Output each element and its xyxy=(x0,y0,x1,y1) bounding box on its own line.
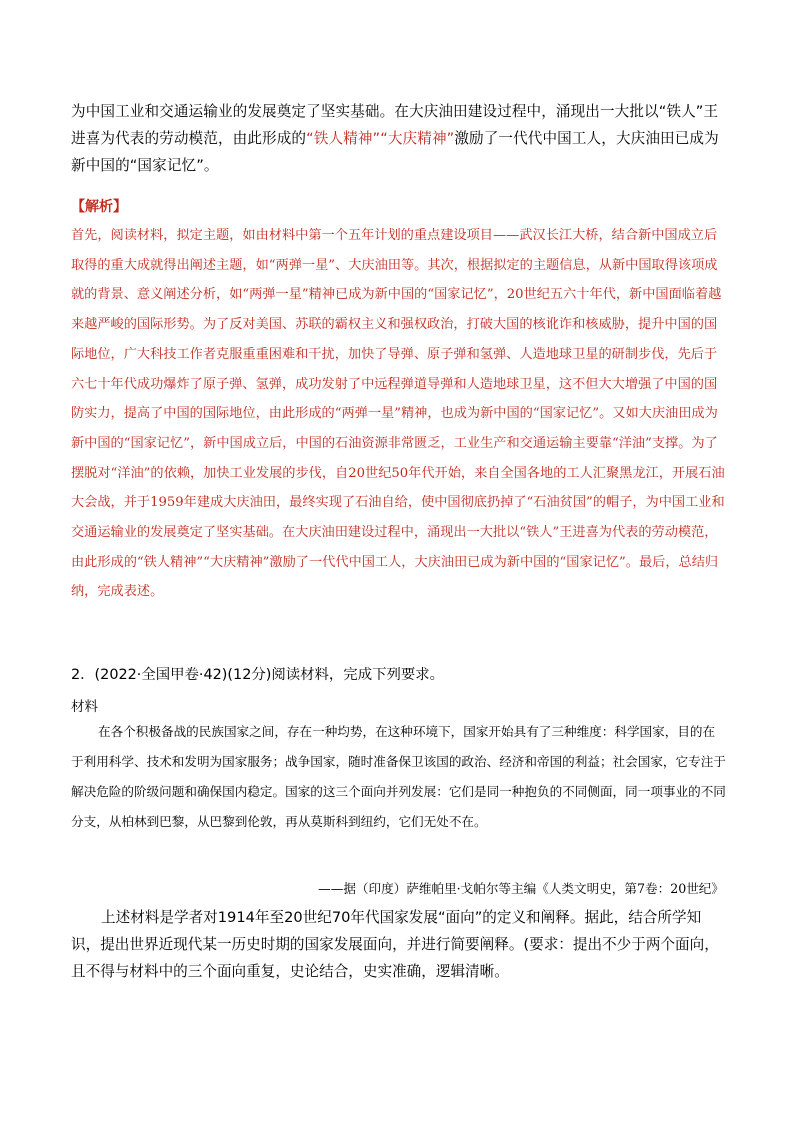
intro-text-1: 为中国工业和交通运输业的发展奠定了坚实基础。在大庆油田建设过程中，涌现出一大批以“铁人”王进喜为代表的劳动模范，由此形成的 xyxy=(71,103,719,148)
intro-text-2: 激励了一代代中国工人，大庆油田已成为新中国的“国家记忆”。 xyxy=(71,130,719,175)
material-source: ——据（印度）萨维帕里·戈帕尔等主编《人类文明史，第7卷：20世纪》 xyxy=(318,881,724,896)
intro-paragraph xyxy=(71,98,727,180)
intro-red-phrase: “铁人精神”“大庆精神” xyxy=(306,130,455,148)
question-title: 2．(2022·全国甲卷·42)(12分)阅读材料，完成下列要求。 xyxy=(71,667,445,683)
material-label: 材料 xyxy=(71,699,98,715)
analysis-heading: 【解析】 xyxy=(71,199,127,215)
question-task: 上述材料是学者对1914年至20世纪70年代国家发展“面向”的定义和阐释。据此，结合所学知识，提出世界近现代某一历史时期的国家发展面向，并进行简要阐释。(要求：提出不少于两个面向，且不得与材料中的三个面向重复，史论结合，史实准确，逻辑清晰。 xyxy=(71,909,719,981)
material-text: 在各个积极备战的民族国家之间，存在一种均势，在这种环境下，国家开始具有了三种维度：科学国家，目的在于利用科学、技术和发明为国家服务；战争国家，随时准备保卫该国的政治、经济和帝国的利益；社会国家，它专注于解决危险的阶级问题和确保国内稳定。国家的这三个面向并列发展：它们是同一种抱负的不同侧面，同一项事业的不同分支，从柏林到巴黎，从巴黎到伦敦，再从莫斯科到纽约，它们无处不在。 xyxy=(71,724,726,830)
analysis-paragraph: 首先，阅读材料，拟定主题，如由材料中第一个五年计划的重点建设项目——武汉长江大桥，结合新中国成立后取得的重大成就得出阐述主题，如“两弹一星”、大庆油田等。其次，根据拟定的主题信息，从新中国取得该项成就的背景、意义阐述分析，如“两弹一星”精神已成为新中国的“国家记忆”，20世纪五六十年代，新中国面临着越来越严峻的国际形势。为了反对美国、苏联的霸权主义和强权政治，打破大国的核讹诈和核威胁，提升中国的国际地位，广大科技工作者克服重重困难和干扰，加快了导弹、原子弹和氢弹、人造地球卫星的研制步伐，先后于六七十年代成功爆炸了原子弹、氢弹，成功发射了中远程弹道导弹和人造地球卫星，这不但大大增强了中国的国防实力，提高了中国的国际地位，由此形成的“两弹一星”精神，也成为新中国的“国家记忆”。又如大庆油田成为新中国的“国家记忆”，新中国成立后，中国的石油资源非常匮乏，工业生产和交通运输主要靠“洋油”支撑。为了摆脱对“洋油”的依赖，加快工业发展的步伐，自20世纪50年代开始，来自全国各地的工人汇聚黑龙江，开展石油大会战，并于1959年建成大庆油田，最终实现了石油自给，使中国彻底扔掉了“石油贫国”的帽子，为中国工业和交通运输业的发展奠定了坚实基础。在大庆油田建设过程中，涌现出一大批以“铁人”王进喜为代表的劳动模范，由此形成的“铁人精神”“大庆精神”激励了一代代中国工人，大庆油田已成为新中国的“国家记忆”。最后，总结归纳，完成表述。 xyxy=(71,228,725,600)
